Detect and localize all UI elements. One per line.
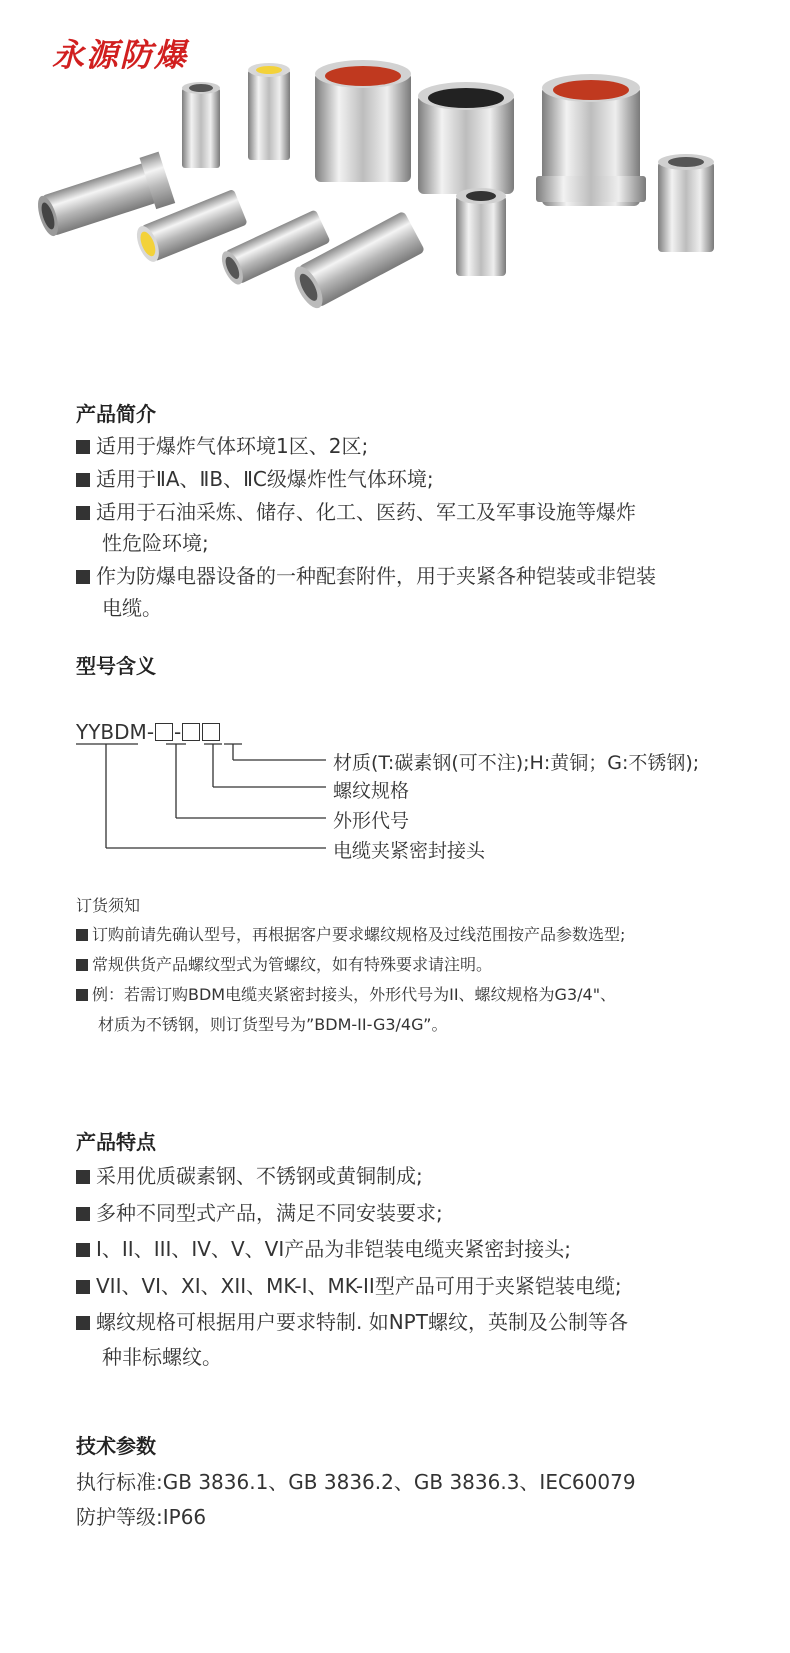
standard-value: GB 3836.1、GB 3836.2、GB 3836.3、IEC60079: [162, 1470, 636, 1494]
intro-item-4: 作为防爆电器设备的一种配套附件，用于夹紧各种铠装或非铠装: [76, 560, 656, 589]
legend-material: 材质(T:碳素钢(可不注);H:黄铜；G:不锈钢);: [333, 752, 700, 774]
bullet-square-icon: [76, 1280, 90, 1294]
model-box-shape: [155, 723, 173, 741]
product-photo: [30, 58, 770, 328]
tech-title: 技术参数: [76, 1434, 156, 1458]
order-item-3-cont: 材质为不锈钢，则订货型号为”BDM-II-G3/4G”。: [98, 1015, 448, 1034]
intro-title: 产品简介: [76, 402, 156, 426]
model-prefix: YYBDM: [76, 720, 147, 744]
protection-value: IP66: [162, 1505, 207, 1529]
intro-item-2: 适用于ⅡA、ⅡB、ⅡC级爆炸性气体环境;: [76, 463, 434, 492]
model-code: YYBDM- -: [76, 720, 221, 744]
legend-thread: 螺纹规格: [333, 780, 410, 802]
tech-standard: [76, 1466, 636, 1495]
features-item-5: 螺纹规格可根据用户要求特制. 如NPT螺纹，英制及公制等各: [76, 1306, 628, 1335]
tech-protection: [76, 1501, 206, 1530]
legend-shape: 外形代号: [333, 810, 410, 832]
intro-item-4-cont: 电缆。: [102, 596, 162, 620]
features-title: 产品特点: [76, 1130, 156, 1154]
features-item-4: VII、VI、XI、XII、MK-I、MK-II型产品可用于夹紧铠装电缆;: [76, 1270, 622, 1299]
features-item-1: 采用优质碳素钢、不锈钢或黄铜制成;: [76, 1160, 423, 1189]
bullet-square-icon: [76, 1316, 90, 1330]
protection-label: 防护等级:: [76, 1505, 163, 1529]
intro-item-3-cont: 性危险环境;: [102, 531, 209, 555]
legend-product: 电缆夹紧密封接头: [333, 840, 486, 862]
bullet-square-icon: [76, 506, 90, 520]
intro-item-1: 适用于爆炸气体环境1区、2区;: [76, 430, 368, 459]
bullet-square-icon: [76, 1243, 90, 1257]
model-box-material: [202, 723, 220, 741]
bullet-square-icon: [76, 440, 90, 454]
bullet-square-icon: [76, 989, 88, 1001]
features-item-3: I、II、III、IV、V、VI产品为非铠装电缆夹紧密封接头;: [76, 1233, 571, 1262]
features-item-5-cont: 种非标螺纹。: [102, 1345, 222, 1369]
bullet-square-icon: [76, 473, 90, 487]
bullet-square-icon: [76, 1207, 90, 1221]
features-item-2: 多种不同型式产品，满足不同安装要求;: [76, 1197, 443, 1226]
bullet-square-icon: [76, 570, 90, 584]
intro-item-3: 适用于石油采炼、储存、化工、医药、军工及军事设施等爆炸: [76, 496, 636, 525]
bullet-square-icon: [76, 959, 88, 971]
bullet-square-icon: [76, 929, 88, 941]
order-item-3: 例：若需订购BDM电缆夹紧密封接头，外形代号为II、螺纹规格为G3/4"、: [76, 982, 616, 1005]
order-item-2: 常规供货产品螺纹型式为管螺纹，如有特殊要求请注明。: [76, 952, 492, 975]
brand-logo: 永源防爆: [52, 36, 189, 74]
model-box-thread: [182, 723, 200, 741]
order-item-1: 订购前请先确认型号，再根据客户要求螺纹规格及过线范围按产品参数选型;: [76, 922, 625, 945]
order-title: 订货须知: [76, 896, 141, 915]
model-title: 型号含义: [76, 654, 156, 678]
bullet-square-icon: [76, 1170, 90, 1184]
standard-label: 执行标准:: [76, 1470, 163, 1494]
